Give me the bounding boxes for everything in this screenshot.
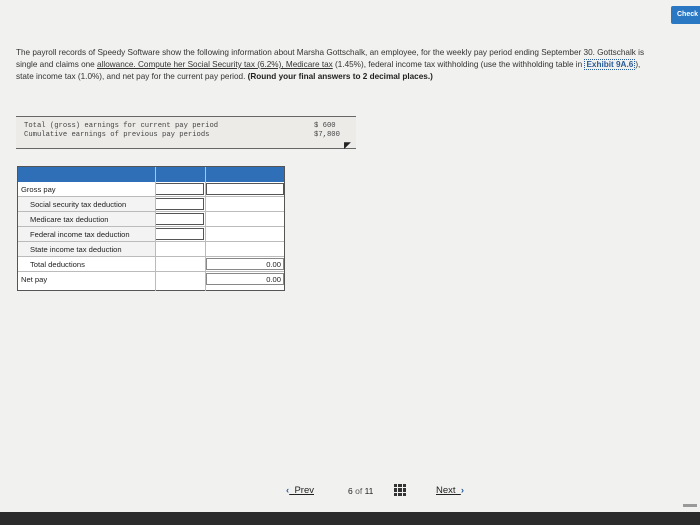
problem-statement (16, 47, 646, 83)
header-divider (205, 167, 206, 182)
gross-pay-input[interactable] (155, 183, 204, 195)
prev-button[interactable] (286, 485, 314, 496)
page-current: 6 (348, 486, 353, 496)
scroll-indicator (683, 504, 697, 507)
row-label: State income tax deduction (30, 245, 122, 254)
table-row-social-security (18, 197, 284, 212)
table-row-gross-pay (18, 182, 284, 197)
table-row-medicare (18, 212, 284, 227)
problem-text-3: ), state income tax (1.0%), and net pay for the current pay period. (16, 60, 641, 81)
gross-pay-total-input[interactable] (206, 183, 284, 195)
exhibit-link[interactable]: Exhibit 9A.6 (586, 60, 634, 69)
question-grid-icon[interactable] (394, 484, 406, 496)
table-row-total-deductions (18, 257, 284, 272)
page-of: of (355, 486, 363, 496)
chevron-right-icon: › (460, 485, 464, 496)
column-divider (205, 182, 206, 291)
table-header (18, 167, 284, 182)
page-total: 11 (364, 486, 374, 496)
payroll-table (17, 166, 285, 291)
total-deductions-value: 0.00 (206, 258, 284, 270)
medicare-input[interactable] (155, 213, 204, 225)
given-value: $ 600 (314, 122, 336, 130)
row-label: Gross pay (21, 185, 56, 194)
row-label: Federal income tax deduction (30, 230, 130, 239)
pagination-footer (0, 477, 700, 501)
mouse-cursor-icon: ◤ (344, 140, 351, 150)
prev-label: Prev (294, 485, 314, 496)
header-divider (155, 167, 156, 182)
table-row-federal-income (18, 227, 284, 242)
table-row-net-pay (18, 272, 284, 287)
next-button[interactable] (436, 485, 464, 496)
problem-text-2: (1.45%), federal income tax withholding (use the withholding table in (332, 60, 585, 69)
given-label: Total (gross) earnings for current pay period (24, 122, 219, 130)
page-indicator (348, 486, 373, 496)
federal-income-input[interactable] (155, 228, 204, 240)
column-divider (155, 182, 156, 291)
row-label: Total deductions (30, 260, 85, 269)
next-label: Next (436, 485, 456, 496)
problem-underlined: allowance. Compute her Social Security tax (6.2%), Medicare tax (97, 60, 333, 69)
table-row-state-income (18, 242, 284, 257)
chevron-left-icon: ‹ (286, 485, 290, 496)
given-value: $7,800 (314, 131, 340, 139)
given-row-cumulative (24, 131, 348, 141)
row-label: Net pay (21, 275, 48, 284)
check-button[interactable]: Check (671, 6, 700, 24)
row-label: Social security tax deduction (30, 200, 127, 209)
problem-text-1: The payroll records of Speedy Software show the following information about Marsha Gottschalk, an employee, for the weekly pay period ending September 30. Gottschalk is single and claims one (16, 48, 645, 69)
net-pay-value: 0.00 (206, 273, 284, 285)
given-earnings-box (16, 116, 356, 149)
bottom-bar (0, 512, 700, 525)
social-security-input[interactable] (155, 198, 204, 210)
row-label: Medicare tax deduction (30, 215, 109, 224)
rounding-instruction: (Round your final answers to 2 decimal places.) (247, 72, 433, 81)
given-label: Cumulative earnings of previous pay periods (24, 131, 210, 139)
